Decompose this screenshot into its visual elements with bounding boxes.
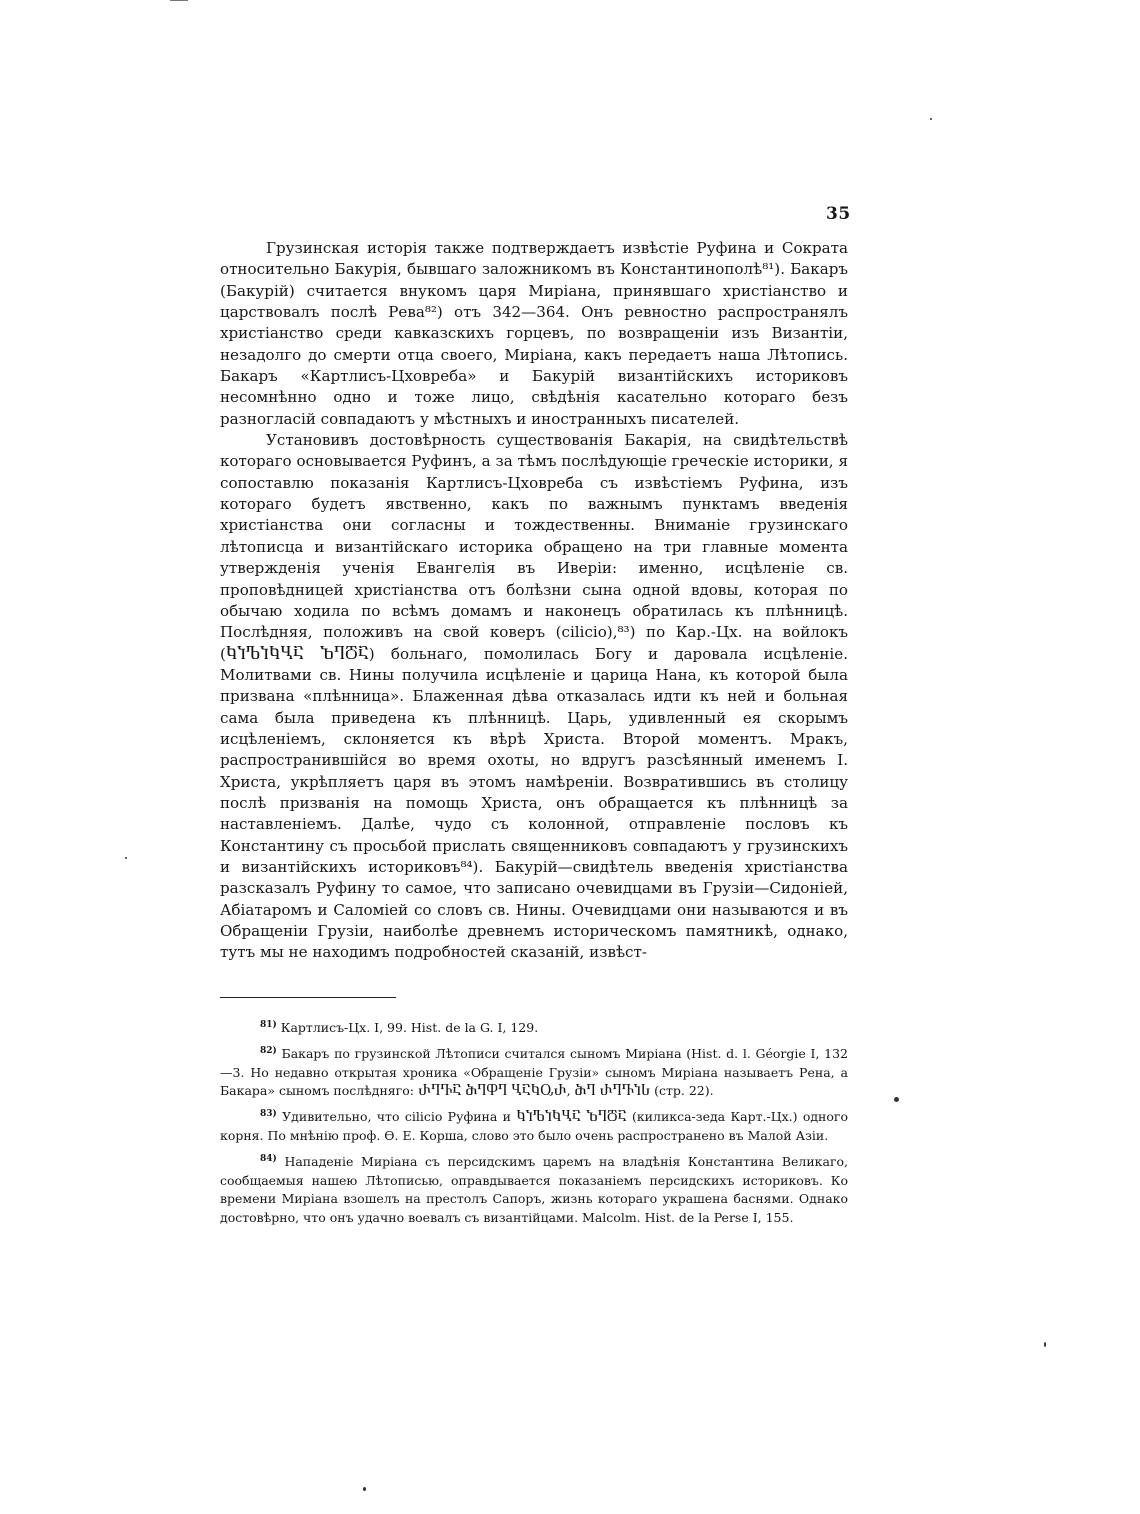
footnote [220,1016,848,1038]
scan-speck [1044,1342,1046,1347]
scan-speck [894,1097,899,1102]
footnote-mark: 82) [260,1045,277,1056]
footnote [220,1150,848,1228]
footnote-mark: 83) [260,1109,277,1120]
footnotes [220,1016,848,1232]
footnote-mark: 84) [260,1153,277,1164]
footnote-mark: 81) [260,1020,277,1030]
page-number: 35 [826,204,851,224]
scan-speck [363,1487,366,1491]
footnote-text: Бакаръ по грузинской Лѣтописи считался сыномъ Миріана (Hist. d. l. Géorgie I, 132—3. Но недавно открытая хроника «Обращеніе Грузіи» сыномъ Миріана называетъ Рена, а Бакара» сыномъ послѣдняго: ႰႤႥႠ ႫႤႴႤ ႡႠႩႭႰ, ႫႤ ႰႤႥႨႱ (стр. 22). [220,1046,848,1099]
footnote-text: Нападеніе Миріана съ персидскимъ царемъ на владѣнія Константина Великаго, сообщаемыя нашею Лѣтописью, оправдывается показаніемъ персидскихъ историковъ. Ко времени Миріана взошелъ на престолъ Сапоръ, жизнь котораго украшена баснями. Однако достовѣрно, что онъ удачно воевалъ съ византійцами. Malcolm. Hist. de la Perse I, 155. [220,1153,848,1225]
footnote [220,1105,848,1146]
scan-edge-mark [170,0,188,1]
footnote-text: Картлисъ-Цх. I, 99. Hist. de la G. I, 129. [280,1020,539,1036]
scan-speck [125,857,127,859]
footnote-text: Удивительно, что cilicio Руфина и ႩႨႪႨႩႡႠ ႦႤႣႠ (киликса-зеда Карт.-Цх.) одного корня. По мнѣнію проф. Ѳ. Е. Корша, слово это было очень распространено въ Малой Азіи. [220,1109,848,1143]
footnote [220,1042,848,1101]
footnote-separator [220,997,396,998]
main-text [220,238,848,964]
scan-speck [930,118,932,120]
paragraph: Грузинская исторія также подтверждаетъ извѣстіе Руфина и Сократа относительно Бакурія, бывшаго заложникомъ въ Константинополѣ⁸¹). Бакаръ (Бакурій) считается внукомъ царя Миріана, принявшаго христіанство и царствовалъ послѣ Рева⁸²) отъ 342—364. Онъ ревностно распространялъ христіанство среди кавказскихъ горцевъ, по возвращеніи изъ Византіи, незадолго до смерти отца своего, Миріана, какъ передаетъ наша Лѣтопись. Бакаръ «Картлисъ-Цховреба» и Бакурій византійскихъ историковъ несомнѣнно одно и тоже лицо, свѣдѣнія касательно котораго безъ разногласій совпадаютъ у мѣстныхъ и иностранныхъ писателей. [220,239,848,428]
paragraph: Установивъ достовѣрность существованія Бакарія, на свидѣтельствѣ котораго основывается Руфинъ, а за тѣмъ послѣдующіе греческіе историки, я сопоставлю показанія Картлисъ-Цховреба съ извѣстіемъ Руфина, изъ котораго будетъ явственно, какъ по важнымъ пунктамъ введенія христіанства они согласны и тождественны. Вниманіе грузинскаго лѣтописца и византійскаго историка обращено на три главные момента утвержденія ученія Евангелія въ Иверіи: именно, исцѣленіе св. проповѣдницей христіанства отъ болѣзни сына одной вдовы, которая по обычаю ходила по всѣмъ домамъ и наконецъ обратилась къ плѣнницѣ. Послѣдняя, положивъ на свой коверъ (cilicio),⁸³) по Кар.-Цх. на войлокъ (ႩႨႪႨႩႡႠ ႦႤႣႠ) больнаго, помолилась Богу и даровала исцѣленіе. Молитвами св. Нины получила исцѣленіе и царица Нана, къ которой была призвана «плѣнница». Блаженная дѣва отказалась идти къ ней и больная сама была приведена къ плѣнницѣ. Царь, удивленный ея скорымъ исцѣленіемъ, склоняется къ вѣрѣ Христа. Второй моментъ. Мракъ, распространившійся во время охоты, но вдругъ разсѣянный именемъ І. Христа, укрѣпляетъ царя въ этомъ намѣреніи. Возвратившись въ столицу послѣ призванія на помощь Христа, онъ обращается къ плѣнницѣ за наставленіемъ. Далѣе, чудо съ колонной, отправленіе пословъ къ Константину съ просьбой прислать священниковъ совпадаютъ у грузинскихъ и византійскихъ историковъ⁸⁴). Бакурій—свидѣтель введенія христіанства разсказалъ Руфину то самое, что записано очевидцами въ Грузіи—Сидоніей, Абіатаромъ и Саломіей со словъ св. Нины. Очевидцами они называются и въ Обращеніи Грузіи, наиболѣе древнемъ историческомъ памятникѣ, однако, тутъ мы не находимъ подробностей сказаній, извѣст- [220,431,848,962]
